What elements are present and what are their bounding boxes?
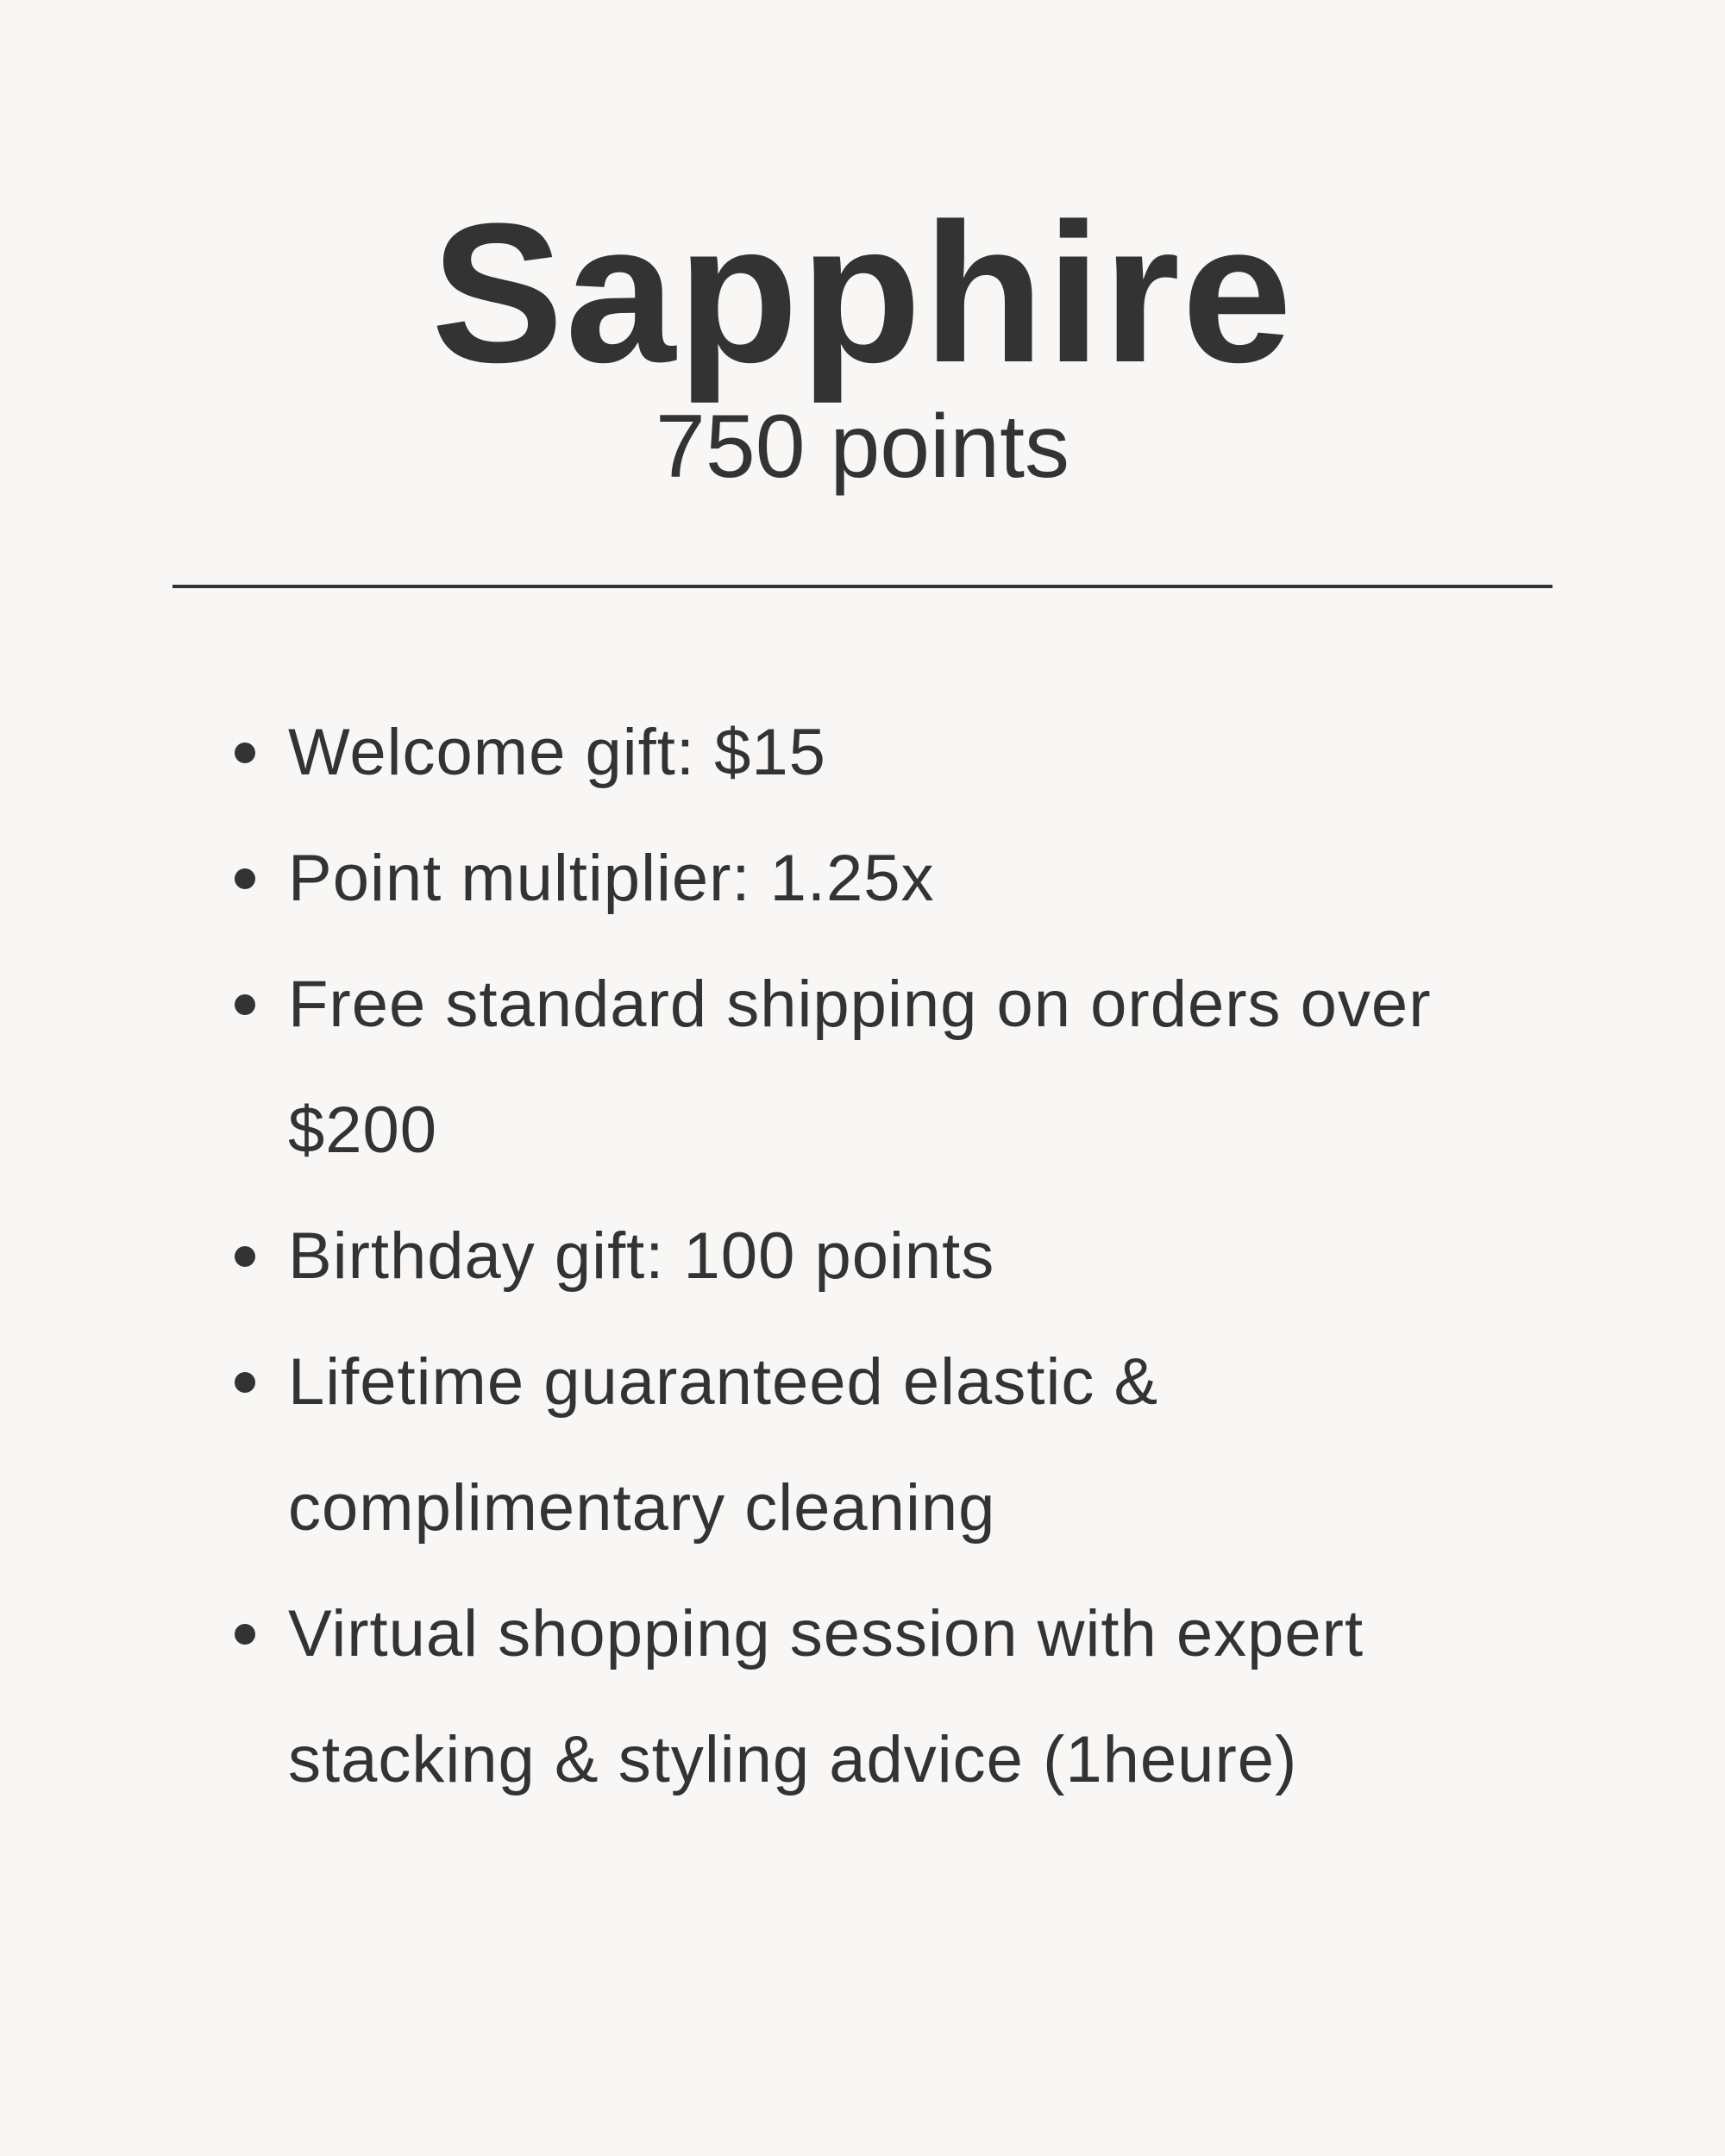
benefit-text: Birthday gift: 100 points: [288, 1219, 995, 1293]
benefit-item-free-shipping: [288, 942, 1565, 1194]
benefit-item-point-multiplier: [288, 816, 1565, 942]
bullet-icon: [235, 1372, 255, 1393]
bullet-icon: [235, 868, 255, 889]
benefit-text: Point multiplier: 1.25x: [288, 842, 935, 915]
benefit-text: Lifetime guaranteed elastic & complimentary cleaning: [288, 1345, 1159, 1545]
benefit-item-lifetime-elastic: [288, 1319, 1565, 1571]
bullet-icon: [235, 1624, 255, 1645]
bullet-icon: [235, 1246, 255, 1267]
benefit-text: Free standard shipping on orders over $200: [288, 968, 1432, 1167]
bullet-icon: [235, 743, 255, 763]
benefit-text: Welcome gift: $15: [288, 716, 826, 789]
divider: [172, 585, 1552, 588]
benefit-text: Virtual shopping session with expert stacking & styling advice (1heure): [288, 1597, 1364, 1796]
bullet-icon: [235, 994, 255, 1015]
benefits-list: [288, 690, 1565, 1823]
tier-title: Sapphire: [430, 182, 1295, 404]
tier-points: 750 points: [656, 397, 1070, 497]
benefit-item-welcome-gift: [288, 690, 1565, 816]
benefit-item-virtual-shopping: [288, 1571, 1565, 1823]
benefit-item-birthday-gift: [288, 1194, 1565, 1319]
